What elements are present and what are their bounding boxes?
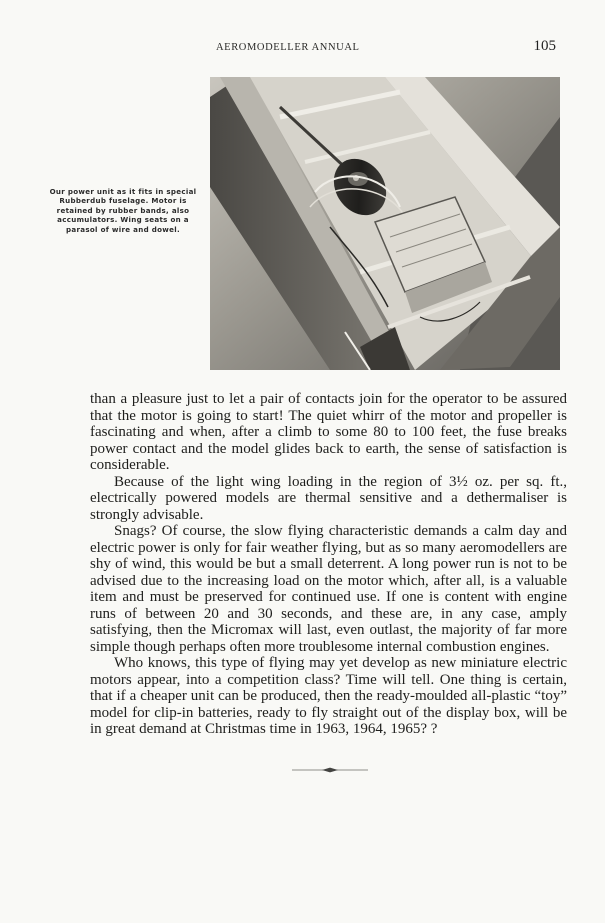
- body-paragraph: Because of the light wing loading in the region of 3½ oz. per sq. ft., electrically powered models are thermal sensitive and a dethermaliser is strongly advisable.: [90, 473, 567, 523]
- fuselage-photo: [210, 77, 560, 370]
- body-text: [90, 391, 567, 738]
- page-number: 105: [533, 38, 556, 54]
- figure-caption: Our power unit as it fits in special Rubberdub fuselage. Motor is retained by rubber bands, also accumulators. Wing seats on a parasol of wire and dowel.: [49, 187, 197, 234]
- body-paragraph: than a pleasure just to let a pair of contacts join for the operator to be assured that the motor is going to start! The quiet whirr of the motor and propeller is fascinating and when, after a climb to some 80 to 100 feet, the fuse breaks power contact and the model glides back to earth, the sense of satisfaction is considerable.: [90, 391, 567, 473]
- page-header: [216, 38, 556, 58]
- running-head: AEROMODELLER ANNUAL: [216, 42, 360, 53]
- section-end-ornament: [292, 766, 368, 774]
- body-paragraph: Snags? Of course, the slow flying characteristic demands a calm day and electric power is only for fair weather flying, but as so many aeromodellers are shy of wind, this would be but a small deterrent. A long power run is not to be advised due to the increasing load on the motor which, after all, is a valuable item and must be preserved for continued use. If one is content with engine runs of between 20 and 30 seconds, and these are, in any case, amply satisfying, then the Micromax will last, even outlast, the majority of far more simple though perhaps often more troublesome internal combustion engines.: [90, 523, 567, 655]
- body-paragraph: Who knows, this type of flying may yet develop as new miniature electric motors appear, into a competition class? Time will tell. One thing is certain, that if a cheaper unit can be produced, then the ready-moulded all-plastic “toy” model for clip-in batteries, ready to fly straight out of the display box, will be in great demand at Christmas time in 1963, 1964, 1965? ?: [90, 655, 567, 737]
- fuselage-photo-drawing: [210, 77, 560, 370]
